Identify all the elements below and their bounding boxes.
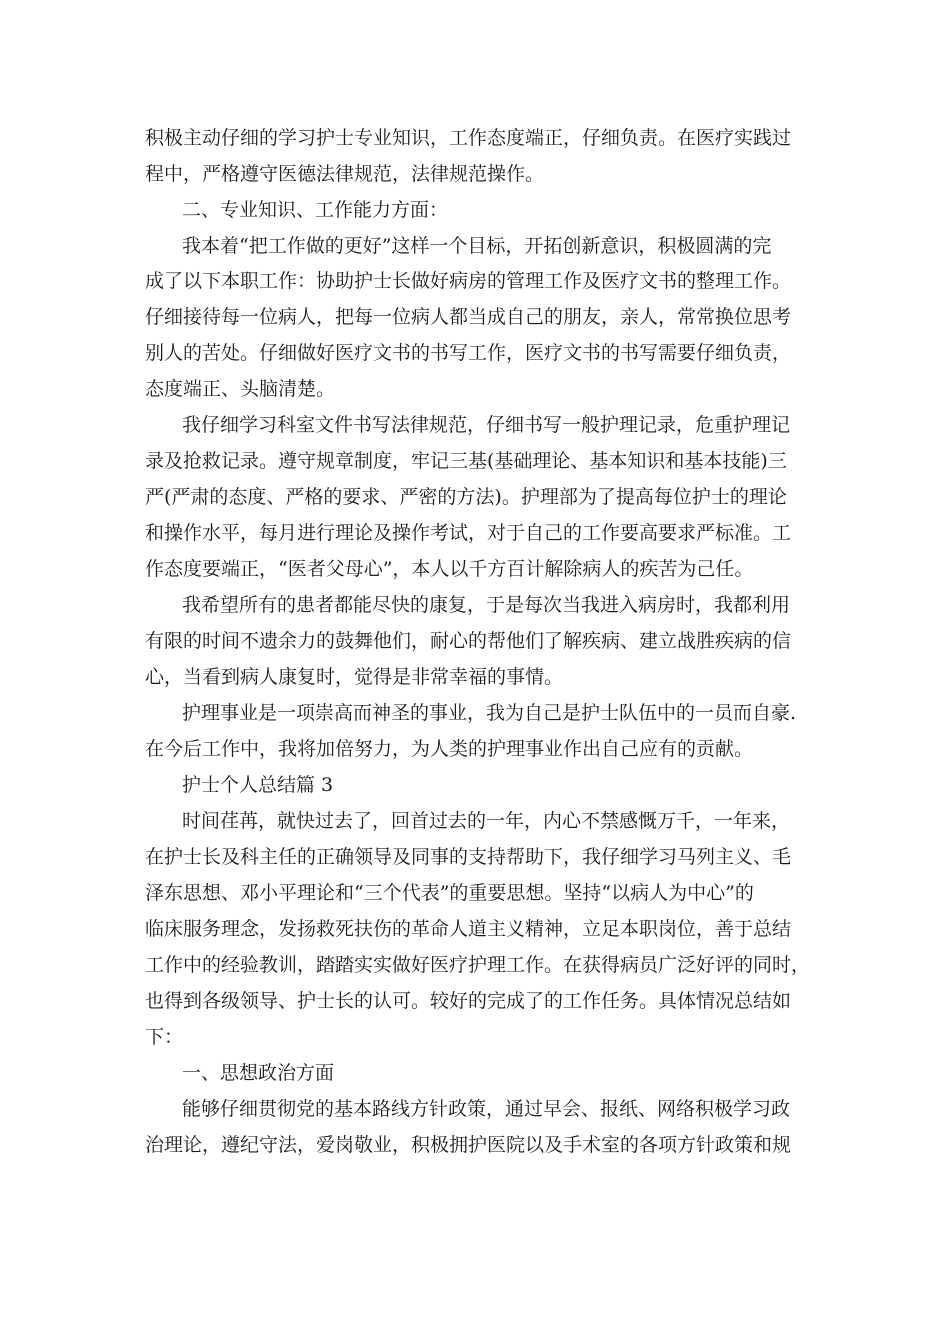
section-heading: 二、专业知识、工作能力方面： [182,199,449,221]
section-heading: 一、思想政治方面 [182,1062,335,1084]
section-heading: 护士个人总结篇 3 [182,774,334,796]
body-text-line: 严(严肃的态度、严格的要求、严密的方法)。护理部为了提高每位护士的理论 [145,486,787,508]
body-text-line: 也得到各级领导、护士长的认可。较好的完成了的工作任务。具体情况总结如 [145,990,792,1012]
body-text-line: 在今后工作中，我将加倍努力，为人类的护理事业作出自己应有的贡献。 [145,738,754,760]
body-text-line: 下： [145,1026,184,1048]
body-text-line: 作态度要端正，“医者父母心”，本人以千方百计解除病人的疾苦为己任。 [145,558,754,580]
body-text-line: 和操作水平，每月进行理论及操作考试，对于自己的工作要高要求严标准。工 [145,522,792,544]
body-text-line: 录及抢救记录。遵守规章制度，牢记三基(基础理论、基本知识和基本技能)三 [145,450,787,472]
body-text-line: 护理事业是一项崇高而神圣的事业，我为自己是护士队伍中的一员而自豪. [182,702,797,724]
body-text-line: 积极主动仔细的学习护士专业知识，工作态度端正，仔细负责。在医疗实践过 [145,127,792,149]
body-text-line: 别人的苦处。仔细做好医疗文书的书写工作，医疗文书的书写需要仔细负责， [145,342,792,364]
body-text-line: 能够仔细贯彻党的基本路线方针政策，通过早会、报纸、网络积极学习政 [182,1098,791,1120]
body-text-line: 治理论，遵纪守法，爱岗敬业，积极拥护医院以及手术室的各项方针政策和规 [145,1134,792,1156]
body-text-line: 泽东思想、邓小平理论和“三个代表”的重要思想。坚持“以病人为中心”的 [145,882,754,904]
body-text-line: 有限的时间不遗余力的鼓舞他们，耐心的帮他们了解疾病、建立战胜疾病的信 [145,630,792,652]
body-text-line: 时间荏苒，就快过去了，回首过去的一年，内心不禁感慨万千，一年来， [182,810,791,832]
body-text-line: 临床服务理念，发扬救死扶伤的革命人道主义精神，立足本职岗位，善于总结 [145,918,792,940]
body-text-line: 在护士长及科主任的正确领导及同事的支持帮助下，我仔细学习马列主义、毛 [145,846,792,868]
body-text-line: 我仔细学习科室文件书写法律规范，仔细书写一般护理记录，危重护理记 [182,414,791,436]
body-text-line: 成了以下本职工作：协助护士长做好病房的管理工作及医疗文书的整理工作。 [145,270,792,292]
body-text-line: 态度端正、头脑清楚。 [145,378,336,400]
body-text-line: 我本着“把工作做的更好”这样一个目标，开拓创新意识，积极圆满的完 [182,235,772,257]
body-text-line: 心，当看到病人康复时，觉得是非常幸福的事情。 [145,666,564,688]
body-text-line: 我希望所有的患者都能尽快的康复，于是每次当我进入病房时，我都利用 [182,594,791,616]
body-text-line: 仔细接待每一位病人，把每一位病人都当成自己的朋友，亲人，常常换位思考 [145,306,792,328]
body-text-line: 工作中的经验教训，踏踏实实做好医疗护理工作。在获得病员广泛好评的同时， [145,954,811,976]
body-text-line: 程中，严格遵守医德法律规范，法律规范操作。 [145,163,545,185]
